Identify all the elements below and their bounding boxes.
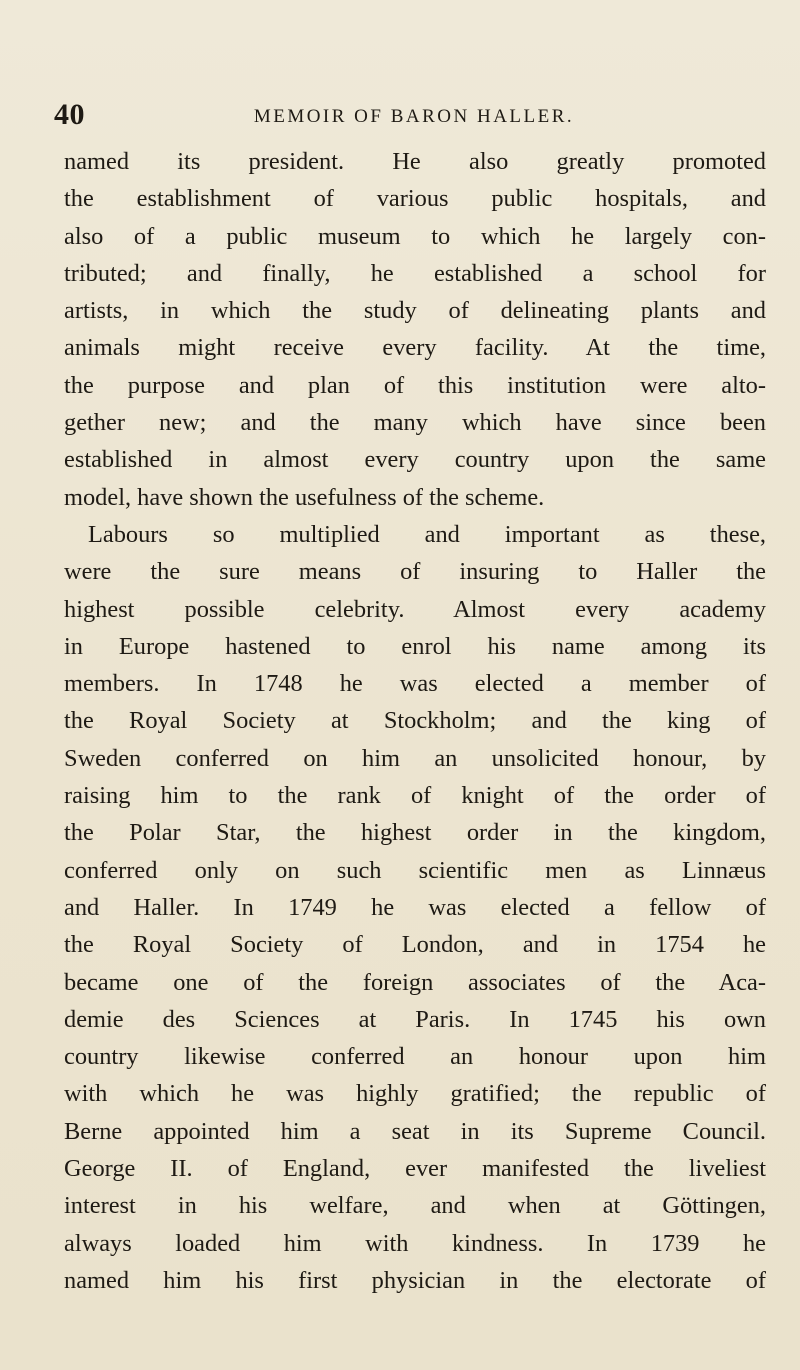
text-line: George II. of England, ever manifested the liveliest <box>64 1155 766 1183</box>
text-line: artists, in which the study of delineating plants and <box>64 297 766 325</box>
text-line: Labours so multiplied and important as these, <box>88 520 766 548</box>
text-line: country likewise conferred an honour upon him <box>64 1043 766 1071</box>
text-line: model, have shown the usefulness of the scheme. <box>64 483 545 511</box>
text-line: the establishment of various public hospitals, and <box>64 185 766 213</box>
text-line: named him his first physician in the electorate of <box>64 1266 766 1294</box>
text-line: conferred only on such scientific men as Linnæus <box>64 856 766 884</box>
body-text <box>64 143 766 1299</box>
text-line: were the sure means of insuring to Haller the <box>64 558 766 586</box>
text-line: gether new; and the many which have since been <box>64 409 766 437</box>
text-line: in Europe hastened to enrol his name among its <box>64 632 766 660</box>
page-number: 40 <box>54 98 85 131</box>
text-line: established in almost every country upon the same <box>64 446 766 474</box>
text-line: named its president. He also greatly promoted <box>64 148 766 175</box>
text-line: also of a public museum to which he largely con- <box>64 222 766 250</box>
text-line: interest in his welfare, and when at Göttingen, <box>64 1192 766 1220</box>
text-line: the Polar Star, the highest order in the kingdom, <box>64 819 766 847</box>
text-line: animals might receive every facility. At the time, <box>64 334 766 362</box>
text-line: highest possible celebrity. Almost every academy <box>64 595 766 623</box>
text-line: tributed; and finally, he established a school for <box>64 259 766 287</box>
text-line: and Haller. In 1749 he was elected a fellow of <box>64 893 766 921</box>
running-head: MEMOIR OF BARON HALLER. <box>253 106 575 127</box>
text-line: raising him to the rank of knight of the order of <box>64 782 766 810</box>
text-line: members. In 1748 he was elected a member of <box>64 670 766 698</box>
text-line: Berne appointed him a seat in its Supreme Council. <box>64 1117 766 1145</box>
text-line: Sweden conferred on him an unsolicited honour, by <box>64 744 766 772</box>
text-line: the Royal Society of London, and in 1754 he <box>64 931 766 959</box>
text-line: demie des Sciences at Paris. In 1745 his own <box>64 1005 766 1033</box>
text-line: always loaded him with kindness. In 1739 he <box>64 1229 766 1257</box>
text-line: the purpose and plan of this institution were alto- <box>64 371 766 399</box>
text-line: the Royal Society at Stockholm; and the king of <box>64 707 766 735</box>
page-header <box>54 98 744 138</box>
text-line: with which he was highly gratified; the republic of <box>64 1080 766 1108</box>
text-line: became one of the foreign associates of the Aca- <box>64 968 766 996</box>
